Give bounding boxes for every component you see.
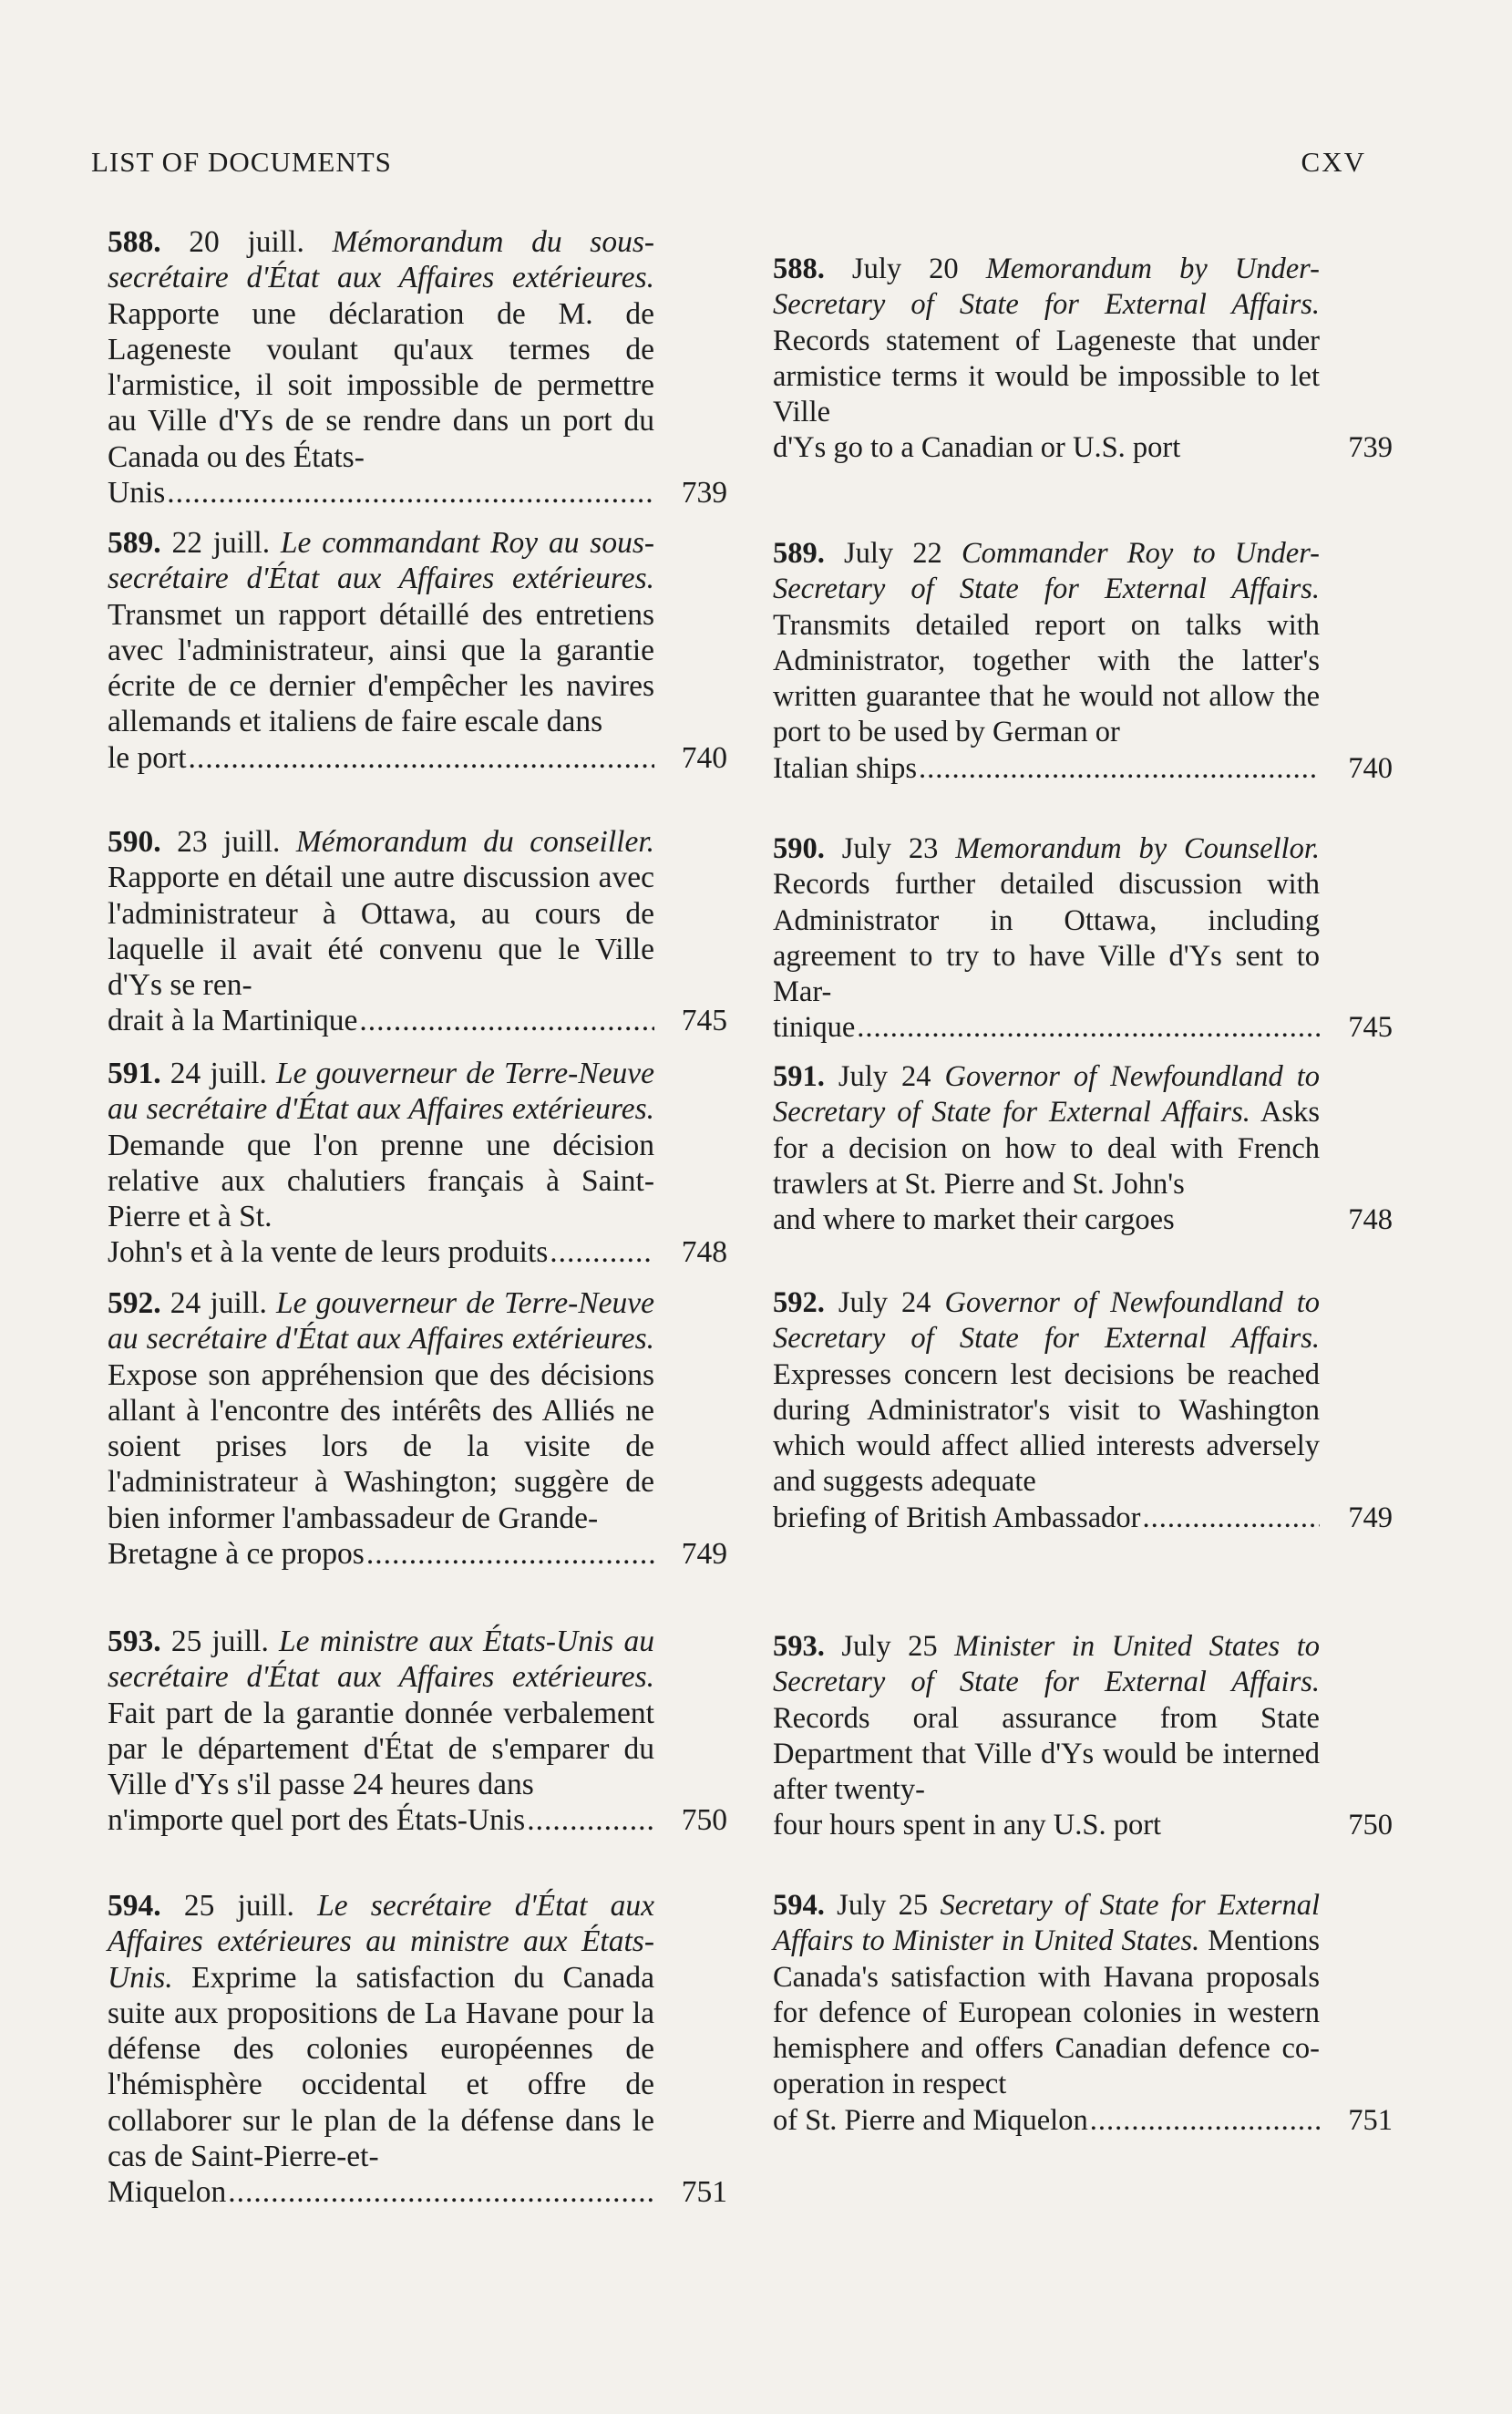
page-header xyxy=(91,146,1366,179)
entry-title: Governor of Newfoundland to Secretary of State for External Affairs. xyxy=(773,1060,1321,1130)
entry-summary: Mentions Canada's satisfaction with Havana proposals for defence of European colonies in western hemisphere and offers Canadian defence co-operation in respect xyxy=(773,1924,1321,2101)
entry-summary: Records oral assurance from State Department that Ville d'Ys would be interned after twenty- xyxy=(773,1701,1320,1807)
entry-summary-end: of St. Pierre and Miquelon xyxy=(773,2103,1088,2137)
entry-number: 592. xyxy=(773,1286,825,1319)
entry-summary-end: drait à la Martinique xyxy=(108,1004,358,1038)
entry-number: 591. xyxy=(773,1060,825,1093)
leader-dots xyxy=(228,2174,654,2210)
entry-date: 24 juill. xyxy=(170,1057,267,1090)
entry-number: 594. xyxy=(773,1889,825,1922)
entry-number: 590. xyxy=(773,832,825,865)
entry-title: Le gouverneur de Terre-Neuve au secrétaire d'État aux Affaires extérieures. xyxy=(108,1286,655,1357)
entry-date: July 24 xyxy=(838,1286,931,1319)
entry-summary: Rapporte en détail une autre discussion avec l'administrateur à Ottawa, au cours de laquelle il avait été convenu que le Ville d'Ys se ren- xyxy=(108,861,654,1003)
leader-dots xyxy=(1143,1501,1321,1536)
entry-fr-588 xyxy=(108,224,727,511)
entry-summary-end: Italian ships xyxy=(773,751,917,785)
entry-page: 751 xyxy=(681,2175,727,2210)
entry-summary: Transmet un rapport détaillé des entretiens avec l'administrateur, ainsi que la garantie écrite de ce dernier d'empêcher les navires allemands et italiens de faire escale dans xyxy=(108,597,654,739)
entry-summary: Demande que l'on prenne une décision relative aux chalutiers français à Saint-Pierre et à St. xyxy=(108,1128,654,1234)
entry-summary: Records statement of Lageneste that under armistice terms it would be impossible to let Ville xyxy=(773,324,1320,429)
entry-page: 748 xyxy=(681,1235,727,1270)
entry-en-592 xyxy=(773,1285,1393,1536)
entry-summary-end: and where to market their cargoes xyxy=(773,1203,1175,1237)
entry-summary-end: four hours spent in any U.S. port xyxy=(773,1809,1162,1842)
entry-page: 749 xyxy=(681,1537,727,1572)
entry-number: 594. xyxy=(108,1889,161,1923)
entry-number: 593. xyxy=(108,1625,161,1658)
leader-dots xyxy=(527,1802,654,1838)
entry-date: July 23 xyxy=(841,832,939,865)
entry-summary: Exprime la satisfaction du Canada suite aux propositions de La Havane pour la défense des colonies européennes de l'hémisphère occidental et offre de collaborer sur le plan de la défense dans le cas de Saint-Pierre-et- xyxy=(108,1960,655,2174)
entry-en-591 xyxy=(773,1059,1393,1238)
leader-dots xyxy=(366,1536,654,1572)
entry-page: 751 xyxy=(1348,2103,1393,2137)
page-number: CXV xyxy=(1301,146,1366,178)
entry-summary: Expose son appréhension que des décisions allant à l'encontre des intérêts des Alliés ne soient prises lors de la visite de l'administrateur à Washington; suggère de bien informer l'ambassadeur de Grande- xyxy=(108,1357,654,1535)
entry-page: 749 xyxy=(1348,1501,1393,1534)
entry-title: Le commandant Roy au sous-secrétaire d'État aux Affaires extérieures. xyxy=(108,526,655,596)
entry-summary: Expresses concern lest decisions be reached during Administrator's visit to Washington which would affect allied interests adversely and suggests adequate xyxy=(773,1357,1320,1499)
entry-fr-591 xyxy=(108,1056,727,1271)
entry-number: 590. xyxy=(108,825,161,859)
entry-title: Le secrétaire d'État aux Affaires extérieures au ministre aux États-Unis. xyxy=(108,1889,655,1995)
entry-date: July 25 xyxy=(837,1889,929,1922)
entry-page: 745 xyxy=(1348,1011,1393,1045)
entry-summary-end: d'Ys go to a Canadian or U.S. port xyxy=(773,431,1181,465)
entry-title: Governor of Newfoundland to Secretary of State for External Affairs. xyxy=(773,1286,1321,1356)
entry-en-594 xyxy=(773,1888,1393,2139)
entry-number: 588. xyxy=(108,225,161,259)
entry-fr-589 xyxy=(108,525,727,776)
entry-date: 22 juill. xyxy=(171,526,271,560)
entry-page: 745 xyxy=(681,1004,727,1038)
entry-en-593 xyxy=(773,1629,1393,1844)
entry-date: 25 juill. xyxy=(170,1625,269,1658)
leader-dots xyxy=(550,1234,654,1270)
entry-title: Le ministre aux États-Unis au secrétaire d'État aux Affaires extérieures. xyxy=(108,1625,655,1695)
entry-summary: Asks for a decision on how to deal with French trawlers at St. Pierre and St. John's xyxy=(773,1096,1320,1201)
entry-page: 740 xyxy=(681,740,727,775)
entry-summary-end: briefing of British Ambassador xyxy=(773,1501,1141,1534)
entry-page: 739 xyxy=(681,476,727,511)
entry-title: Memorandum by Counsellor. xyxy=(955,832,1321,865)
entry-number: 589. xyxy=(108,526,161,560)
entry-number: 591. xyxy=(108,1057,161,1090)
entry-date: 25 juill. xyxy=(183,1889,294,1923)
entry-en-588 xyxy=(773,252,1393,467)
entry-page: 740 xyxy=(1348,751,1393,785)
entry-number: 588. xyxy=(773,253,825,285)
entry-summary: Rapporte une déclaration de M. de Lageneste voulant qu'aux termes de l'armistice, il soit impossible de permettre au Ville d'Ys de se rendre dans un port du Canada ou des États- xyxy=(108,296,654,474)
entry-summary: Fait part de la garantie donnée verbalement par le département d'État de s'emparer du Ville d'Ys s'il passe 24 heures dans xyxy=(108,1696,654,1802)
entry-page: 750 xyxy=(681,1803,727,1838)
entry-summary-end: Unis xyxy=(108,476,166,511)
entry-date: July 24 xyxy=(838,1060,931,1093)
entry-date: 23 juill. xyxy=(177,825,281,859)
entry-title: Le gouverneur de Terre-Neuve au secrétaire d'État aux Affaires extérieures. xyxy=(108,1057,655,1127)
entry-summary-end: le port xyxy=(108,740,187,775)
entry-title: Memorandum by Under-Secretary of State for External Affairs. xyxy=(773,253,1320,322)
entry-title: Minister in United States to Secretary of State for External Affairs. xyxy=(773,1630,1321,1699)
entry-date: 24 juill. xyxy=(170,1286,267,1320)
entry-fr-594 xyxy=(108,1888,727,2211)
entry-date: July 22 xyxy=(844,537,942,570)
entry-number: 592. xyxy=(108,1286,161,1320)
entry-title: Mémorandum du sous-secrétaire d'État aux Affaires extérieures. xyxy=(108,225,655,295)
leader-dots xyxy=(167,475,654,511)
entry-date: July 20 xyxy=(851,253,959,285)
entry-summary-end: n'importe quel port des États-Unis xyxy=(108,1803,526,1838)
entry-summary: Transmits detailed report on talks with Administrator, together with the latter's written guarantee that he would not allow the port to be used by German or xyxy=(773,608,1320,749)
entry-title: Mémorandum du conseiller. xyxy=(295,825,655,859)
entry-page: 750 xyxy=(1348,1809,1393,1842)
entry-title: Commander Roy to Under-Secretary of State for External Affairs. xyxy=(773,537,1321,606)
entry-date: 20 juill. xyxy=(189,225,304,259)
entry-summary-end: John's et à la vente de leurs produits xyxy=(108,1235,549,1270)
entry-en-589 xyxy=(773,536,1393,787)
entry-summary-end: Bretagne à ce propos xyxy=(108,1537,365,1572)
leader-dots xyxy=(189,740,654,776)
leader-dots xyxy=(1090,2103,1320,2139)
entry-fr-590 xyxy=(108,824,727,1039)
entry-number: 593. xyxy=(773,1630,825,1663)
entry-title: Secretary of State for External Affairs to Minister in United States. xyxy=(773,1889,1321,1958)
entry-page: 739 xyxy=(1348,431,1393,465)
entry-en-590 xyxy=(773,831,1393,1047)
entry-fr-592 xyxy=(108,1285,727,1572)
entry-date: July 25 xyxy=(841,1630,938,1663)
leader-dots xyxy=(919,751,1320,787)
leader-dots xyxy=(857,1010,1320,1046)
entry-summary: Records further detailed discussion with Administrator in Ottawa, including agreement to try to have Ville d'Ys sent to Mar- xyxy=(773,868,1320,1009)
entry-fr-593 xyxy=(108,1624,727,1839)
entry-summary-end: tinique xyxy=(773,1011,856,1045)
entry-summary-end: Miquelon xyxy=(108,2175,227,2210)
running-title: LIST OF DOCUMENTS xyxy=(91,146,392,178)
entry-number: 589. xyxy=(773,537,825,570)
entry-page: 748 xyxy=(1348,1203,1393,1237)
leader-dots xyxy=(359,1003,654,1038)
